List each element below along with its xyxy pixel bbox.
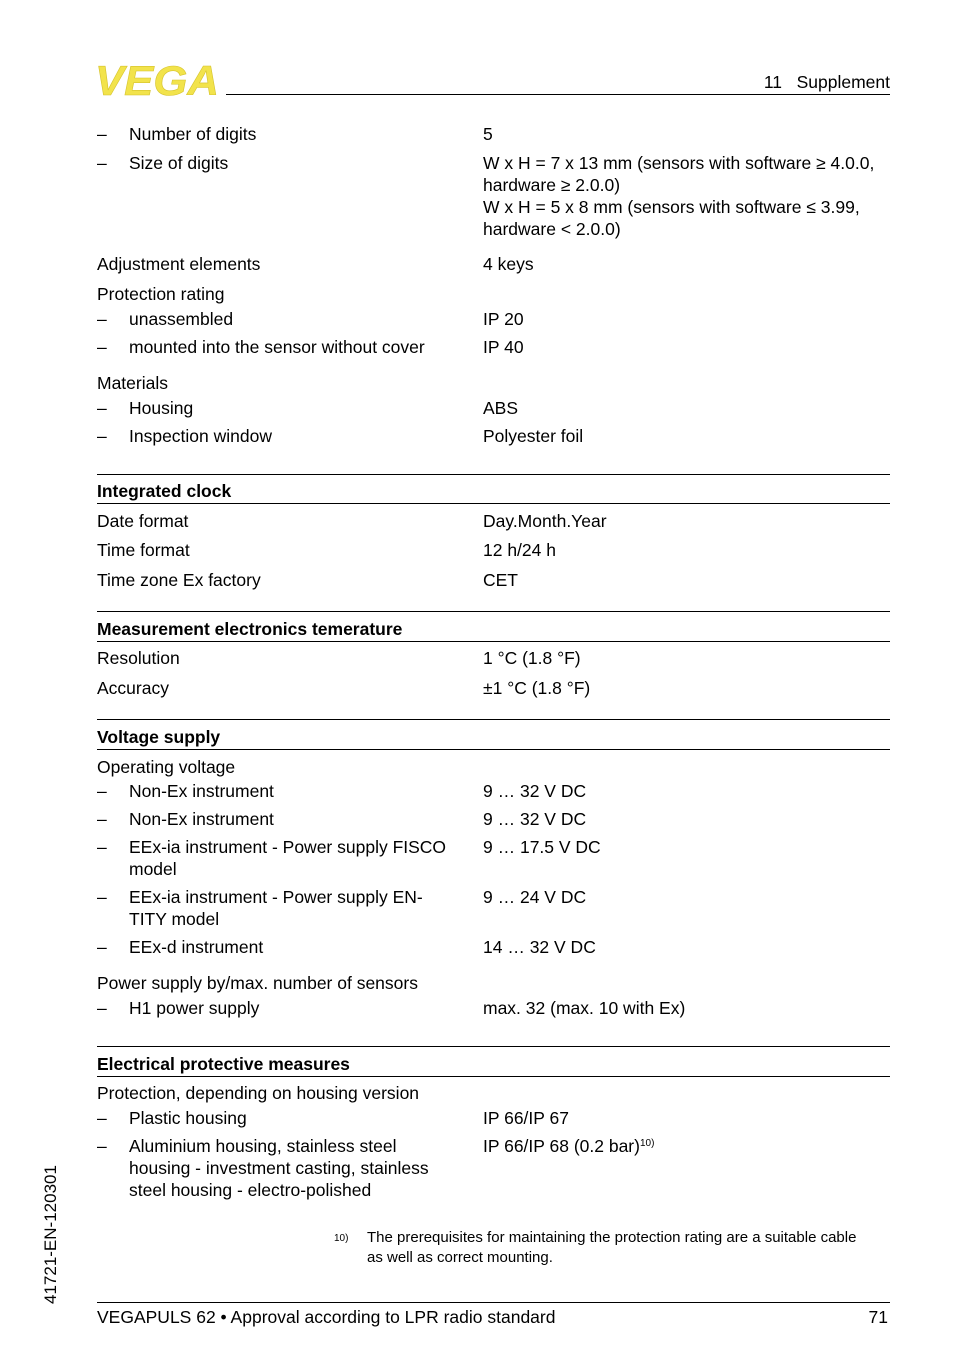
page-number: 71 xyxy=(868,1307,888,1327)
plastic-housing-value: IP 66/IP 67 xyxy=(483,1108,569,1128)
aluminium-housing-label xyxy=(129,1135,464,1201)
materials-label: Materials xyxy=(97,373,168,393)
voltage-item-value: 9 … 32 V DC xyxy=(483,809,587,829)
time-format-label: Time format xyxy=(97,540,190,560)
aluminium-housing-value xyxy=(483,1135,893,1157)
voltage-item-line: TITY model xyxy=(129,909,220,929)
section-rule xyxy=(97,641,890,642)
aluminium-housing-line: Aluminium housing, stainless steel xyxy=(129,1136,397,1156)
electrical-heading: Electrical protective measures xyxy=(97,1054,350,1074)
size-label: Size of digits xyxy=(129,153,229,173)
header-rule xyxy=(226,94,890,95)
resolution-label: Resolution xyxy=(97,648,180,668)
temperature-heading: Measurement electronics temerature xyxy=(97,619,403,639)
section-rule xyxy=(97,1076,890,1077)
vega-logo xyxy=(95,62,223,100)
voltage-item-line: EEx-ia instrument - Power supply FISCO xyxy=(129,837,447,857)
voltage-item-label: EEx-d instrument xyxy=(129,937,264,957)
power-supply-label: Power supply by/max. number of sensors xyxy=(97,973,418,993)
list-dash: – xyxy=(97,153,107,173)
accuracy-value: ±1 °C (1.8 °F) xyxy=(483,678,591,698)
accuracy-label: Accuracy xyxy=(97,678,169,698)
adjustment-value: 4 keys xyxy=(483,254,534,274)
housing-value: ABS xyxy=(483,398,519,418)
voltage-item-label xyxy=(129,836,464,880)
housing-label: Housing xyxy=(129,398,194,418)
document-code: 41721-EN-120301 xyxy=(41,1165,60,1304)
h1-label: H1 power supply xyxy=(129,998,260,1018)
footnote-reference[interactable]: 10) xyxy=(639,1138,655,1149)
list-dash: – xyxy=(97,426,107,446)
clock-heading: Integrated clock xyxy=(97,481,232,501)
footnote-text xyxy=(367,1228,892,1268)
list-dash: – xyxy=(97,124,107,144)
list-dash: – xyxy=(97,1108,107,1128)
section-rule xyxy=(97,474,890,475)
time-zone-value: CET xyxy=(483,570,518,590)
footer-rule xyxy=(97,1302,890,1303)
list-dash: – xyxy=(97,887,107,907)
section-rule xyxy=(97,503,890,504)
voltage-item-value: 9 … 32 V DC xyxy=(483,781,587,801)
time-format-value: 12 h/24 h xyxy=(483,540,556,560)
size-line: W x H = 5 x 8 mm (sensors with software ≤ 3.99, xyxy=(483,197,860,217)
date-format-value: Day.Month.Year xyxy=(483,511,607,531)
operating-voltage-label: Operating voltage xyxy=(97,757,236,777)
size-line: hardware < 2.0.0) xyxy=(483,219,621,239)
list-dash: – xyxy=(97,398,107,418)
voltage-item-label: Non-Ex instrument xyxy=(129,809,274,829)
voltage-item-line: model xyxy=(129,859,177,879)
h1-value: max. 32 (max. 10 with Ex) xyxy=(483,998,686,1018)
section-rule xyxy=(97,719,890,720)
housing-protection-label: Protection, depending on housing version xyxy=(97,1083,420,1103)
list-dash: – xyxy=(97,937,107,957)
size-line: W x H = 7 x 13 mm (sensors with software ≥ 4.0.0, xyxy=(483,153,875,173)
list-dash: – xyxy=(97,1136,107,1156)
voltage-item-label: Non-Ex instrument xyxy=(129,781,274,801)
list-dash: – xyxy=(97,837,107,857)
voltage-item-value: 14 … 32 V DC xyxy=(483,937,596,957)
size-value xyxy=(483,152,893,240)
section-rule xyxy=(97,611,890,612)
section-rule xyxy=(97,1046,890,1047)
list-dash: – xyxy=(97,337,107,357)
section-title: 11 Supplement xyxy=(763,72,890,92)
window-value: Polyester foil xyxy=(483,426,584,446)
mounted-label: mounted into the sensor without cover xyxy=(129,337,425,357)
window-label: Inspection window xyxy=(129,426,272,446)
aluminium-housing-rating: IP 66/IP 68 (0.2 bar) xyxy=(483,1136,640,1156)
aluminium-housing-line: housing - investment casting, stainless xyxy=(129,1158,429,1178)
list-dash: – xyxy=(97,781,107,801)
footnote-line: The prerequisites for maintaining the protection rating are a suitable cable xyxy=(367,1229,857,1246)
footnote-mark: 10) xyxy=(334,1233,349,1244)
size-line: hardware ≥ 2.0.0) xyxy=(483,175,621,195)
digits-label: Number of digits xyxy=(129,124,257,144)
adjustment-label: Adjustment elements xyxy=(97,254,261,274)
voltage-item-label xyxy=(129,886,464,930)
section-rule xyxy=(97,749,890,750)
time-zone-label: Time zone Ex factory xyxy=(97,570,261,590)
voltage-item-value: 9 … 24 V DC xyxy=(483,887,587,907)
protection-label: Protection rating xyxy=(97,284,225,304)
voltage-heading: Voltage supply xyxy=(97,727,221,747)
date-format-label: Date format xyxy=(97,511,189,531)
mounted-value: IP 40 xyxy=(483,337,524,357)
digits-value: 5 xyxy=(483,124,493,144)
voltage-item-line: EEx-ia instrument - Power supply EN- xyxy=(129,887,423,907)
footer-title: VEGAPULS 62 • Approval according to LPR radio standard xyxy=(97,1307,556,1327)
unassembled-label: unassembled xyxy=(129,309,234,329)
plastic-housing-label: Plastic housing xyxy=(129,1108,247,1128)
footnote-line: as well as correct mounting. xyxy=(367,1249,553,1266)
list-dash: – xyxy=(97,998,107,1018)
svg-text:VEGA: VEGA xyxy=(95,62,219,100)
unassembled-value: IP 20 xyxy=(483,309,524,329)
list-dash: – xyxy=(97,309,107,329)
aluminium-housing-line: steel housing - electro-polished xyxy=(129,1180,372,1200)
list-dash: – xyxy=(97,809,107,829)
voltage-item-value: 9 … 17.5 V DC xyxy=(483,837,601,857)
resolution-value: 1 °C (1.8 °F) xyxy=(483,648,581,668)
